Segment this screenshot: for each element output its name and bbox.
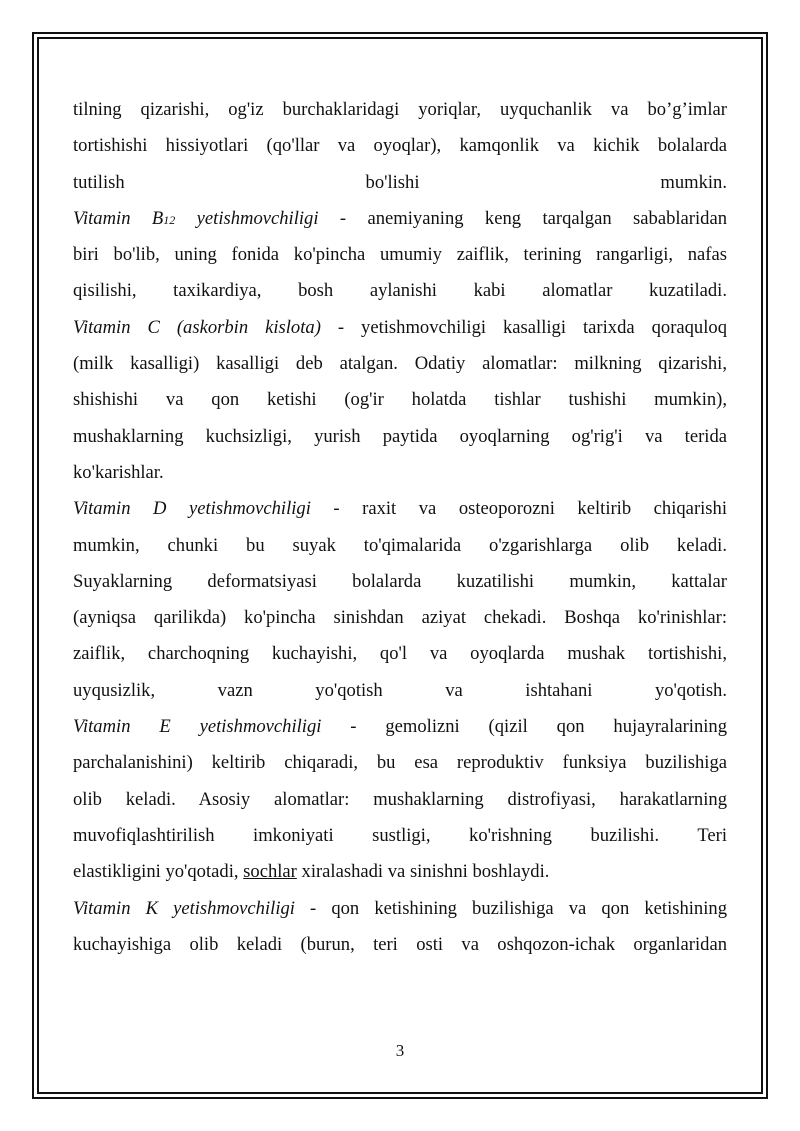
text-line: [73, 854, 727, 890]
subscript-12: 12: [163, 212, 176, 227]
vitamin-d-heading: Vitamin D yetishmovchiligi: [73, 498, 311, 520]
text-line: tutilish bo'lishi mumkin.: [73, 171, 727, 193]
line-text: elastikligini yo'qotadi,: [73, 861, 244, 883]
line-text: - yetishmovchiligi kasalligi tarixda qoraquloq: [320, 316, 727, 338]
line-text: - qon ketishining buzilishiga va qon ketishining: [294, 897, 727, 919]
text-line: [73, 709, 727, 745]
line-text: - anemiyaning keng tarqalgan sabablaridan: [318, 207, 727, 229]
underlined-word: sochlar: [243, 861, 297, 883]
line-text: - raxit va osteoporozni keltirib chiqarishi: [310, 498, 727, 520]
text-line: Suyaklarning deformatsiyasi bolalarda kuzatilishi mumkin, kattalar: [73, 570, 727, 592]
text-line: [73, 891, 727, 927]
text-line: [73, 310, 727, 346]
vitamin-e-heading: Vitamin E yetishmovchiligi: [73, 716, 322, 738]
text-line: shishishi va qon ketishi (og'ir holatda tishlar tushishi mumkin),: [73, 389, 727, 411]
text-line: uyqusizlik, vazn yo'qotish va ishtahani yo'qotish.: [73, 679, 727, 701]
vitamin-k-heading: Vitamin K yetishmovchiligi: [73, 897, 295, 919]
page-number: 3: [395, 1041, 405, 1060]
text-line: (milk kasalligi) kasalligi deb atalgan. Odatiy alomatlar: milkning qizarishi,: [73, 353, 727, 375]
text-line: kuchayishiga olib keladi (burun, teri osti va oshqozon-ichak organlaridan: [73, 933, 727, 955]
text-line: olib keladi. Asosiy alomatlar: mushaklarning distrofiyasi, harakatlarning: [73, 788, 727, 810]
text-line: ko'karishlar.: [73, 461, 164, 483]
line-text: - gemolizni (qizil qon hujayralarining: [321, 716, 727, 738]
text-line: [73, 201, 727, 237]
vitamin-b12-heading-rest: yetishmovchiligi: [175, 207, 319, 229]
text-line: muvofiqlashtirilish imkoniyati sustligi, ko'rishning buzilishi. Teri: [73, 824, 727, 846]
text-line: qisilishi, taxikardiya, bosh aylanishi kabi alomatlar kuzatiladi.: [73, 280, 727, 302]
text-line: biri bo'lib, uning fonida ko'pincha umumiy zaiflik, terining rangarligi, nafas: [73, 244, 727, 266]
text-line: zaiflik, charchoqning kuchayishi, qo'l va oyoqlarda mushak tortishishi,: [73, 643, 727, 665]
text-line: (ayniqsa qarilikda) ko'pincha sinishdan aziyat chekadi. Boshqa ko'rinishlar:: [73, 607, 727, 629]
text-line: tortishishi hissiyotlari (qo'llar va oyoqlar), kamqonlik va kichik bolalarda: [73, 135, 727, 157]
line-text: xiralashadi va sinishni boshlaydi.: [296, 861, 550, 883]
text-line: parchalanishini) keltirib chiqaradi, bu esa reproduktiv funksiya buzilishiga: [73, 752, 727, 774]
text-line: mumkin, chunki bu suyak to'qimalarida o'zgarishlarga olib keladi.: [73, 534, 727, 556]
document-body: [73, 92, 727, 963]
text-line: [73, 491, 727, 527]
vitamin-b12-heading: Vitamin B: [73, 207, 164, 229]
text-line: tilning qizarishi, og'iz burchaklaridagi yoriqlar, uyquchanlik va bo’g’imlar: [73, 99, 727, 120]
text-line: mushaklarning kuchsizligi, yurish paytida oyoqlarning og'rig'i va terida: [73, 425, 727, 447]
vitamin-c-heading: Vitamin C (askorbin kislota): [73, 316, 321, 338]
